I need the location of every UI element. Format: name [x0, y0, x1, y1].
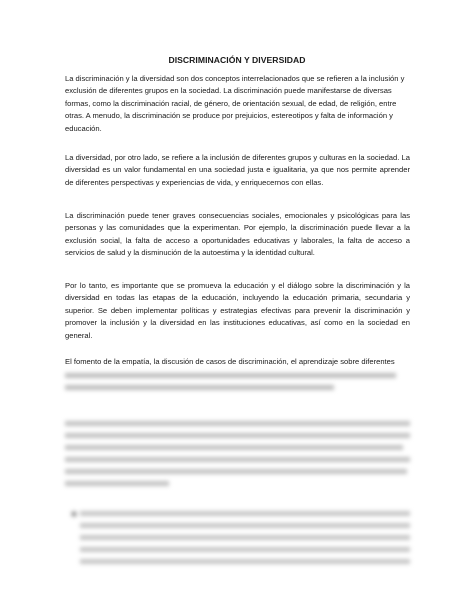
- paragraph-5-visible-line: El fomento de la empatía, la discusión de casos de discriminación, el aprendizaje sobre diferentes: [65, 357, 395, 366]
- paragraph-1: La discriminación y la diversidad son dos conceptos interrelacionados que se refieren a la inclusión y exclusión de diferentes grupos en la sociedad. La discriminación puede manifestarse de diversas formas, como la discriminación racial, de género, de orientación sexual, de edad, de religión, entre otras. A menudo, la discriminación se produce por prejuicios, estereotipos y falta de información y educación.: [65, 74, 405, 133]
- blurred-paragraph-5-continuation: [65, 369, 410, 397]
- document-title: DISCRIMINACIÓN Y DIVERSIDAD: [168, 55, 306, 65]
- blurred-bullet-item: [80, 508, 410, 571]
- bullet-icon: [72, 512, 76, 516]
- paragraph-2: La diversidad, por otro lado, se refiere a la inclusión de diferentes grupos y culturas en la sociedad. La diversidad es un valor fundamental en una sociedad justa e igualitaria, ya que nos permite aprender de diferentes perspectivas y experiencias de vida, y enriquecernos con ellas.: [65, 153, 410, 187]
- paragraph-4: Por lo tanto, es importante que se promueva la educación y el diálogo sobre la discriminación y la diversidad en todas las etapas de la educación, incluyendo la educación primaria, secundaria y superior. Se deben implementar políticas y estrategias efectivas para prevenir la discriminación y promover la inclusión y la diversidad en las instituciones educativas, así como en la sociedad en general.: [65, 281, 410, 340]
- paragraph-3: La discriminación puede tener graves consecuencias sociales, emocionales y psicológicas para las personas y las comunidades que la experimentan. Por ejemplo, la discriminación puede llevar a la exclusión social, la falta de acceso a oportunidades educativas y laborales, la falta de acceso a servicios de salud y la disminución de la autoestima y la identidad cultural.: [65, 211, 410, 258]
- blurred-paragraph-6: [65, 418, 410, 493]
